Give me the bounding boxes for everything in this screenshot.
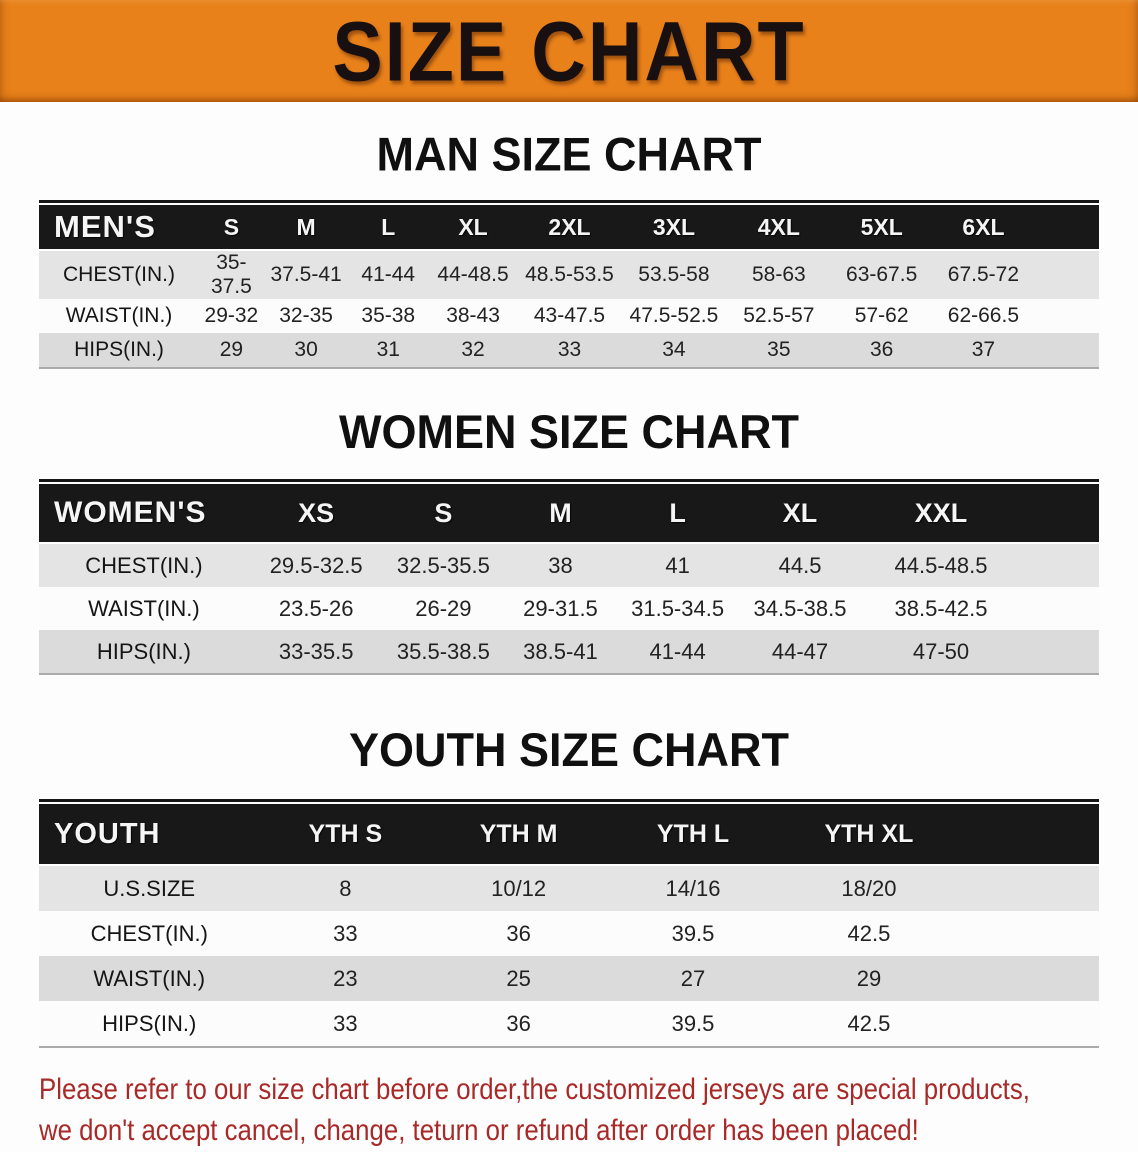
col-header-l: L [349, 205, 429, 250]
youth-ussize-row [39, 865, 1099, 911]
cell: 23.5-26 [249, 587, 384, 630]
row-label: CHEST(IN.) [39, 911, 259, 956]
youth-waist-row [39, 956, 1099, 1001]
col-header-xl: XL [428, 205, 518, 250]
col-header-xs: XS [249, 484, 384, 543]
cell: 31.5-34.5 [618, 587, 738, 630]
cell: 33 [259, 911, 431, 956]
cell: 44-47 [737, 630, 862, 673]
cell: 47-50 [863, 630, 1020, 673]
filler-cell [958, 865, 1099, 911]
filler-cell [1019, 630, 1099, 673]
cell: 31 [349, 333, 429, 367]
cell: 26-29 [383, 587, 503, 630]
row-label: HIPS(IN.) [39, 1001, 259, 1046]
mens-size-table-frame [39, 200, 1099, 369]
col-header-yth-s: YTH S [259, 804, 431, 865]
cell: 53.5-58 [621, 250, 727, 299]
size-chart-banner [0, 0, 1138, 102]
cell: 52.5-57 [727, 299, 831, 333]
disclaimer-line-2: we don't accept cancel, change, teturn or refund after order has been placed! [39, 1113, 919, 1147]
col-header-5xl: 5XL [831, 205, 933, 250]
filler-cell [1019, 543, 1099, 587]
row-label: WAIST(IN.) [39, 587, 249, 630]
col-header-2xl: 2XL [518, 205, 621, 250]
mens-header-row [39, 205, 1099, 250]
cell: 33-35.5 [249, 630, 384, 673]
cell: 38.5-41 [503, 630, 617, 673]
cell: 48.5-53.5 [518, 250, 621, 299]
row-label: WAIST(IN.) [39, 956, 259, 1001]
cell: 37 [933, 333, 1035, 367]
cell: 44-48.5 [428, 250, 518, 299]
cell: 34.5-38.5 [737, 587, 862, 630]
filler-cell [1019, 484, 1099, 543]
cell: 30 [264, 333, 349, 367]
youth-corner-label: YOUTH [39, 804, 259, 865]
row-label: U.S.SIZE [39, 865, 259, 911]
col-header-m: M [503, 484, 617, 543]
cell: 32.5-35.5 [383, 543, 503, 587]
cell: 33 [518, 333, 621, 367]
youth-chest-row [39, 911, 1099, 956]
col-header-yth-l: YTH L [606, 804, 780, 865]
disclaimer-note [39, 1070, 1138, 1152]
youth-hips-row [39, 1001, 1099, 1046]
filler-cell [1034, 333, 1099, 367]
cell: 41-44 [349, 250, 429, 299]
col-header-l: L [618, 484, 738, 543]
col-header-xxl: XXL [863, 484, 1020, 543]
cell: 44.5-48.5 [863, 543, 1020, 587]
cell: 35-37.5 [199, 250, 264, 299]
row-label: HIPS(IN.) [39, 333, 199, 367]
col-header-xl: XL [737, 484, 862, 543]
cell: 35-38 [349, 299, 429, 333]
cell: 36 [831, 333, 933, 367]
cell: 38.5-42.5 [863, 587, 1020, 630]
cell: 42.5 [780, 1001, 958, 1046]
womens-hips-row [39, 630, 1099, 673]
youth-size-table [39, 804, 1099, 1046]
man-section-heading: MAN SIZE CHART [376, 127, 762, 182]
mens-corner-label: MEN'S [39, 205, 199, 250]
women-section-heading: WOMEN SIZE CHART [339, 404, 799, 459]
cell: 39.5 [606, 1001, 780, 1046]
cell: 29-31.5 [503, 587, 617, 630]
filler-cell [958, 911, 1099, 956]
cell: 29 [199, 333, 264, 367]
filler-cell [1034, 205, 1099, 250]
cell: 14/16 [606, 865, 780, 911]
col-header-yth-m: YTH M [431, 804, 606, 865]
cell: 41-44 [618, 630, 738, 673]
cell: 34 [621, 333, 727, 367]
womens-waist-row [39, 587, 1099, 630]
row-label: HIPS(IN.) [39, 630, 249, 673]
row-label: WAIST(IN.) [39, 299, 199, 333]
youth-section-heading: YOUTH SIZE CHART [348, 722, 789, 777]
womens-corner-label: WOMEN'S [39, 484, 249, 543]
cell: 43-47.5 [518, 299, 621, 333]
cell: 29.5-32.5 [249, 543, 384, 587]
col-header-s: S [383, 484, 503, 543]
cell: 44.5 [737, 543, 862, 587]
cell: 37.5-41 [264, 250, 349, 299]
mens-chest-row [39, 250, 1099, 299]
col-header-6xl: 6XL [933, 205, 1035, 250]
cell: 18/20 [780, 865, 958, 911]
col-header-yth-xl: YTH XL [780, 804, 958, 865]
cell: 32 [428, 333, 518, 367]
cell: 29 [780, 956, 958, 1001]
row-label: CHEST(IN.) [39, 543, 249, 587]
cell: 36 [431, 1001, 606, 1046]
cell: 47.5-52.5 [621, 299, 727, 333]
cell: 35.5-38.5 [383, 630, 503, 673]
row-label: CHEST(IN.) [39, 250, 199, 299]
cell: 8 [259, 865, 431, 911]
col-header-m: M [264, 205, 349, 250]
youth-header-row [39, 804, 1099, 865]
cell: 63-67.5 [831, 250, 933, 299]
filler-cell [958, 1001, 1099, 1046]
cell: 33 [259, 1001, 431, 1046]
cell: 27 [606, 956, 780, 1001]
cell: 58-63 [727, 250, 831, 299]
cell: 42.5 [780, 911, 958, 956]
filler-cell [1019, 587, 1099, 630]
cell: 39.5 [606, 911, 780, 956]
cell: 57-62 [831, 299, 933, 333]
cell: 23 [259, 956, 431, 1001]
disclaimer-line-1: Please refer to our size chart before order,the customized jerseys are special products, [39, 1073, 1030, 1106]
cell: 35 [727, 333, 831, 367]
womens-chest-row [39, 543, 1099, 587]
banner-title: SIZE CHART [332, 3, 806, 99]
cell: 38-43 [428, 299, 518, 333]
womens-header-row [39, 484, 1099, 543]
cell: 36 [431, 911, 606, 956]
col-header-3xl: 3XL [621, 205, 727, 250]
filler-cell [1034, 250, 1099, 299]
filler-cell [958, 804, 1099, 865]
col-header-s: S [199, 205, 264, 250]
mens-hips-row [39, 333, 1099, 367]
cell: 62-66.5 [933, 299, 1035, 333]
cell: 38 [503, 543, 617, 587]
mens-size-table [39, 205, 1099, 367]
youth-size-table-frame [39, 799, 1099, 1048]
cell: 29-32 [199, 299, 264, 333]
mens-waist-row [39, 299, 1099, 333]
womens-size-table-frame [39, 479, 1099, 675]
filler-cell [1034, 299, 1099, 333]
col-header-4xl: 4XL [727, 205, 831, 250]
womens-size-table [39, 484, 1099, 673]
cell: 67.5-72 [933, 250, 1035, 299]
cell: 25 [431, 956, 606, 1001]
cell: 41 [618, 543, 738, 587]
filler-cell [958, 956, 1099, 1001]
cell: 10/12 [431, 865, 606, 911]
cell: 32-35 [264, 299, 349, 333]
